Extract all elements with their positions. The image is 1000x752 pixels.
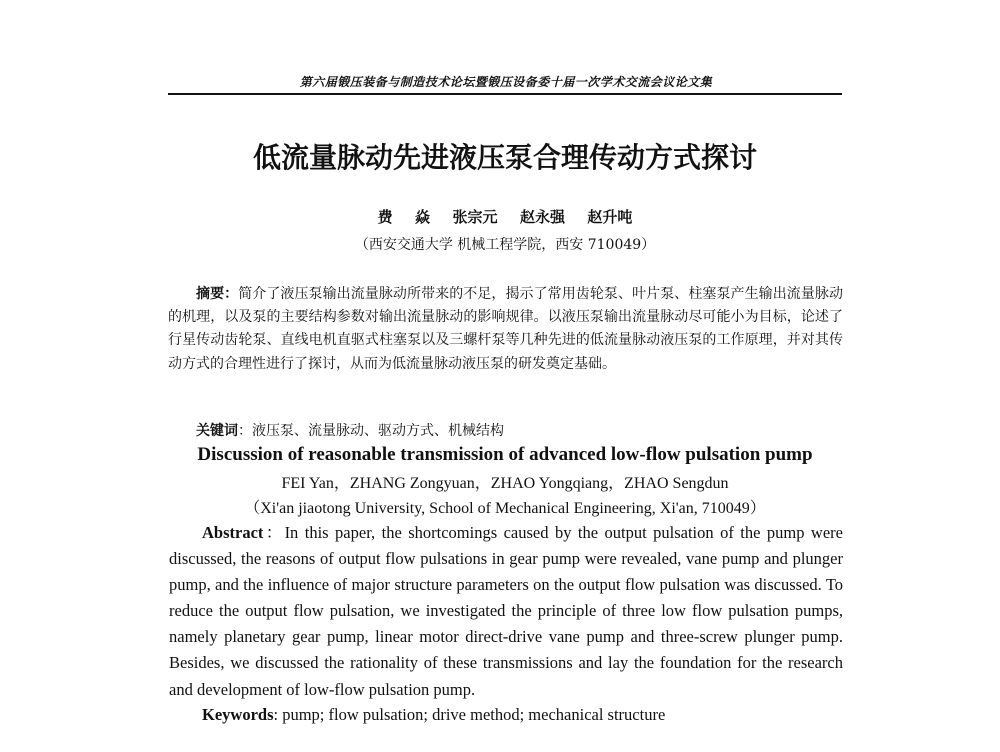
keywords-body-en: : pump; flow pulsation; drive method; mechanical structure [273,705,666,724]
abstract-label-en: Abstract [202,523,264,542]
keywords-en [202,705,665,725]
abstract-en [169,520,843,703]
keywords-body-zh: ：液压泵、流量脉动、驱动方式、机械结构 [238,423,504,439]
abstract-label-zh: 摘要： [196,286,239,302]
affiliation-en: （Xi'an jiaotong University, School of Mechanical Engineering, Xi'an, 710049） [244,500,766,517]
running-header: 第六届锻压装备与制造技术论坛暨锻压设备委十届一次学术交流会议论文集 [299,75,713,89]
header-rule [168,93,842,95]
paper-title-zh: 低流量脉动先进液压泵合理传动方式探讨 [252,141,757,174]
abstract-body-zh: 简介了液压泵输出流量脉动所带来的不足，揭示了常用齿轮泵、叶片泵、柱塞泵产生输出流量脉动的机理，以及泵的主要结构参数对输出流量脉动的影响规律。以液压泵输出流量脉动尽可能小为目标，论述了行星传动齿轮泵、直线电机直驱式柱塞泵以及三螺杆泵等几种先进的低流量脉动液压泵的工作原理，并对其传动方式的合理性进行了探讨，从而为低流量脉动液压泵的研发奠定基础。 [168,286,844,372]
keywords-label-en: Keywords [202,705,274,724]
affiliation-zh: （西安交通大学 机械工程学院，西安 710049） [354,237,656,253]
authors-en: FEI Yan，ZHANG Zongyuan，ZHAO Yongqiang，ZHAO Sengdun [281,475,729,492]
paper-title-en: Discussion of reasonable transmission of advanced low-flow pulsation pump [197,444,813,465]
keywords-zh [196,420,504,440]
abstract-zh [168,283,843,376]
authors-zh: 费 焱 张宗元 赵永强 赵升吨 [377,208,633,226]
keywords-label-zh: 关键词 [196,423,238,439]
abstract-body-en: ：In this paper, the shortcomings caused by the output pulsation of the pump were discussed, the reasons of output flow pulsations in gear pump were revealed, vane pump and plunger pump, and the influence of major structure parameters on the output flow pulsation was discussed. To reduce the output flow pulsation, we investigated the principle of three low flow pulsation pumps, namely planetary gear pump, linear motor direct-drive vane pump and three-screw plunger pump. Besides, we discussed the rationality of these transmissions and lay the foundation for the research and development of low-flow pulsation pump. [169,523,843,699]
